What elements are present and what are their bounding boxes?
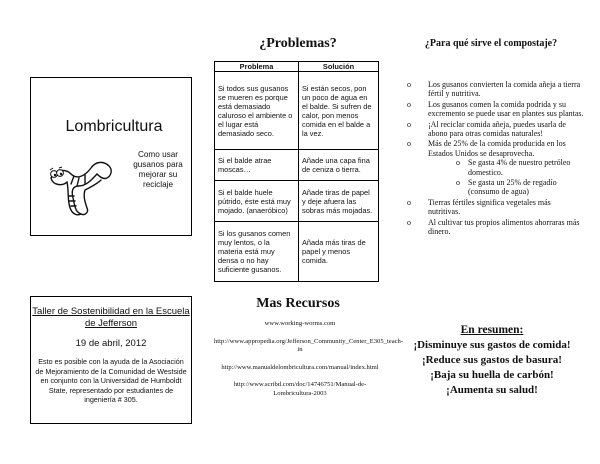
list-item-text: Más de 25% de la comida producida en los Estados Unidos se desaprovecha. [428,139,566,158]
workshop-date: 19 de abril, 2012 [75,338,147,349]
workshop-body: Esto es posible con la ayuda de la Asociación de Mejoramiento de la Comunidad de Westside en conjunto con la Universidad de Humboldt State, representado por estudiantes de ingeniería # 305. [35,357,187,404]
summary-box [402,323,582,398]
summary-line: ¡Aumenta su salud! [446,384,538,396]
summary-line: ¡Disminuye sus gastos de comida! [413,339,571,351]
workshop-box [30,296,192,424]
workshop-title: Taller de Sostenibilidad en la Escuela de Jefferson [32,306,190,329]
solution-cell: Si están secos, pon un poco de agua en el balde. Si sufren de calor, pon menos comida en el balde a la vez. [299,72,379,150]
column-header-solution: Solución [299,62,379,72]
list-item: o Los gusanos comen la comida podrida y su excremento se puede usar en plantes sus plantas. [404,100,584,119]
list-item [404,139,584,196]
solution-cell: Añade una capa fina de ceniza o tierra. [299,150,379,181]
table-row [215,72,379,150]
solution-cell: Añada más tiras de papel y menos comida. [299,222,379,282]
cover-box [30,77,192,236]
resource-link[interactable]: http://www.manualdelombricultura.com/manual/index.html [221,363,379,371]
table-row [215,150,379,181]
cover-subtitle: Como usar gusanos para mejorar su reciclaje [133,150,183,189]
list-item: o ¡Al reciclar comida añeja, puedes usarla de abono para otras comidas naturales! [404,120,584,139]
summary-line: ¡Reduce sus gastos de basura! [422,354,562,366]
problem-cell: Si todos sus gusanos se mueren es porque está demasiado caluroso el ambiente o el lugar está demasiado seco. [215,72,299,150]
problem-cell: Si el balde huele pútrido, éste está muy mojado. (anaeróbico) [215,181,299,222]
problems-table-header [215,62,379,72]
list-item: o Los gusanos convierten la comida añeja a tierra fértil y nutritiva. [404,80,584,99]
resource-link[interactable]: http://www.appropedia.org/Jefferson_Community_Center_E305_teach-in [214,337,404,354]
resource-link[interactable]: http://www.scribd.com/doc/14746751/Manual-de-Lombricultura-2003 [233,381,367,397]
sublist-item: o Se gasta un 25% de regadío (consumo de agua) [428,178,584,197]
problems-heading: ¿Problemas? [259,36,337,51]
sublist-item: o Se gasta 4% de nuestro petróleo domestico. [428,158,584,177]
problem-cell: Si el balde atrae moscas… [215,150,299,181]
table-row [215,181,379,222]
resources-links [214,320,404,408]
resources-heading: Mas Recursos [256,296,340,311]
list-item: o Al cultivar tus propios alimentos ahorraras más dinero. [404,218,584,237]
sublist [428,158,584,197]
worm-illustration [41,140,127,220]
summary-line: ¡Baja su huella de carbón! [430,369,554,381]
compost-heading: ¿Para qué sirve el compostaje? [424,38,558,49]
cover-title: Lombricultura [65,118,163,135]
problems-table [214,61,379,282]
list-item: o Tierras fértiles significa vegetales más nutritivas. [404,198,584,217]
solution-cell: Añade tiras de papel y deje afuera las sobras más mojadas. [299,181,379,222]
table-row [215,222,379,282]
summary-title: En resumen: [460,324,524,336]
resource-link[interactable]: www.working-worms.com [264,320,336,327]
column-header-problem: Problema [215,62,299,72]
problem-cell: Si los gusanos comen muy lentos, o la materia está muy densa o no hay suficiente gusanos. [215,222,299,282]
compost-benefits-list [404,80,584,238]
